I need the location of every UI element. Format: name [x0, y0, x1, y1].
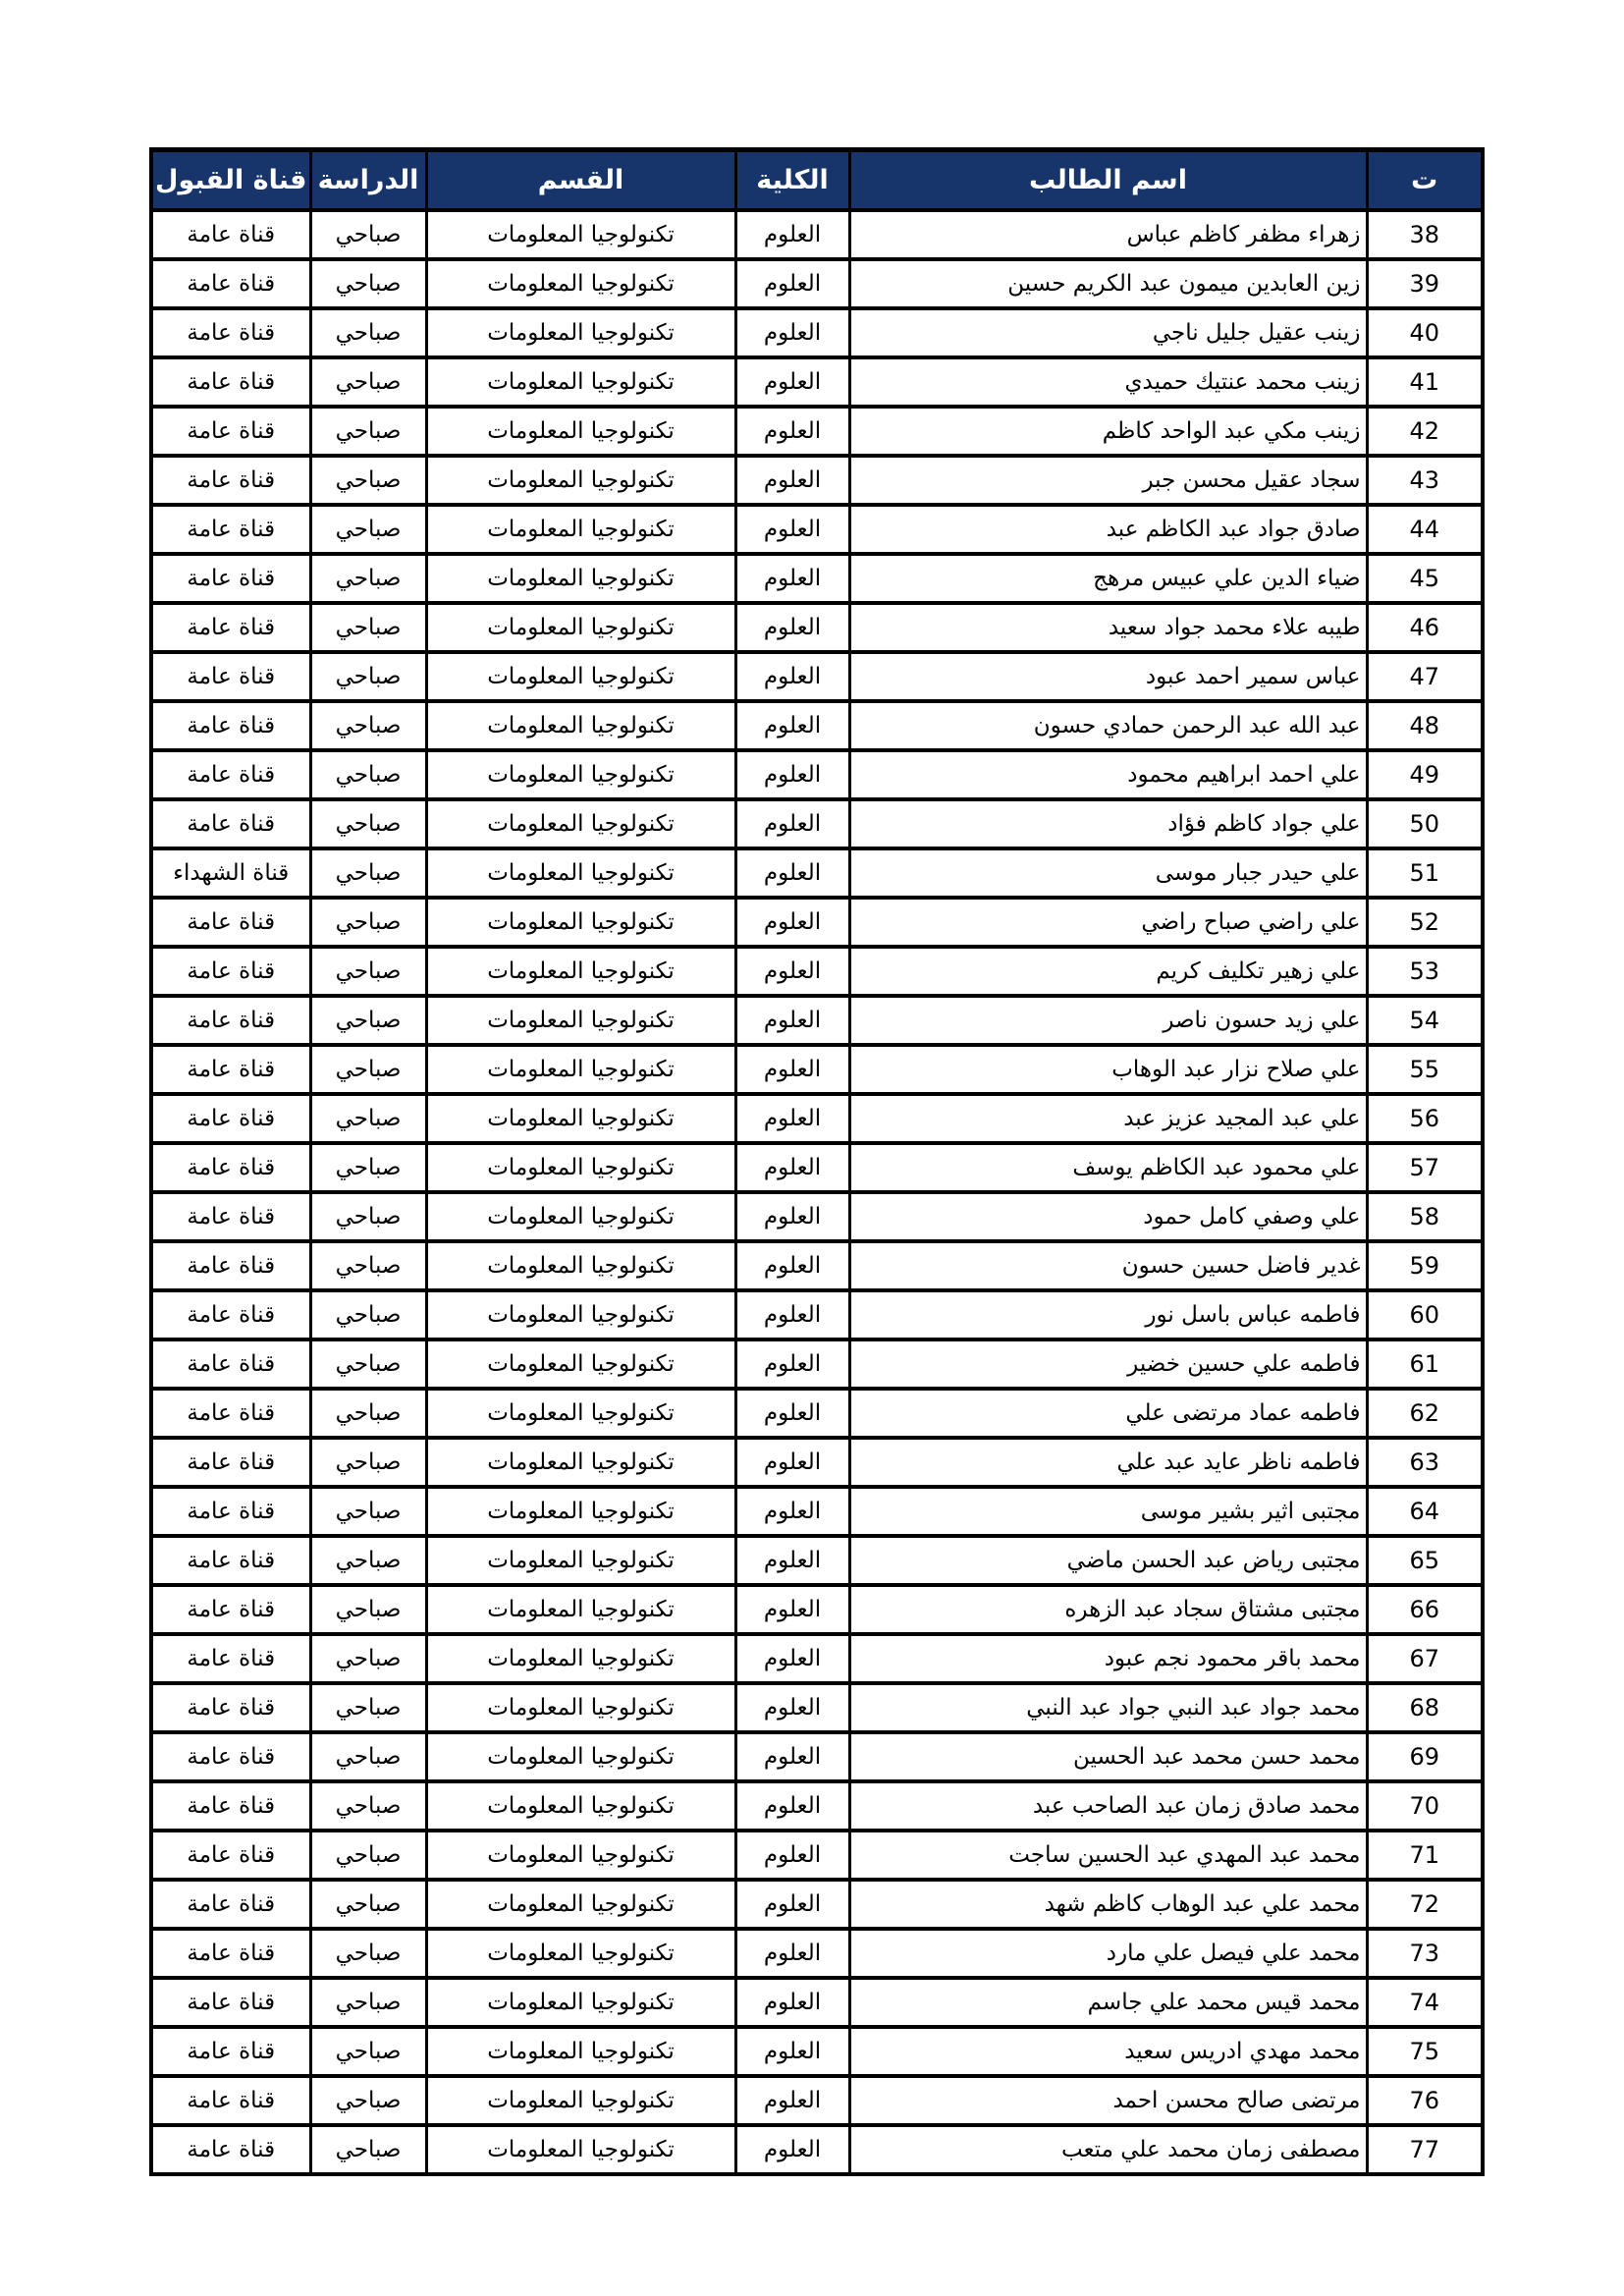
cell-name: سجاد عقيل محسن جبر: [849, 456, 1367, 505]
cell-college: العلوم: [735, 1143, 849, 1192]
cell-study: صباحي: [310, 1438, 426, 1487]
cell-channel: قناة عامة: [151, 1045, 310, 1094]
cell-name: مجتبى اثير بشير موسى: [849, 1487, 1367, 1536]
cell-name: علي راضي صباح راضي: [849, 898, 1367, 947]
cell-study: صباحي: [310, 1831, 426, 1880]
cell-dept: تكنولوجيا المعلومات: [426, 210, 735, 259]
cell-channel: قناة عامة: [151, 1880, 310, 1929]
cell-study: صباحي: [310, 554, 426, 603]
cell-channel: قناة عامة: [151, 407, 310, 456]
cell-study: صباحي: [310, 2125, 426, 2174]
cell-dept: تكنولوجيا المعلومات: [426, 799, 735, 848]
cell-study: صباحي: [310, 1634, 426, 1683]
cell-study: صباحي: [310, 2027, 426, 2076]
cell-channel: قناة عامة: [151, 1487, 310, 1536]
cell-name: علي عبد المجيد عزيز عبد: [849, 1094, 1367, 1143]
table-row: [151, 750, 1483, 799]
table-row: [151, 210, 1483, 259]
cell-college: العلوم: [735, 1094, 849, 1143]
cell-dept: تكنولوجيا المعلومات: [426, 898, 735, 947]
cell-no: 53: [1367, 947, 1483, 996]
cell-channel: قناة عامة: [151, 1634, 310, 1683]
cell-name: علي صلاح نزار عبد الوهاب: [849, 1045, 1367, 1094]
cell-no: 75: [1367, 2027, 1483, 2076]
cell-study: صباحي: [310, 210, 426, 259]
cell-study: صباحي: [310, 1536, 426, 1585]
cell-channel: قناة عامة: [151, 1831, 310, 1880]
table-row: [151, 1094, 1483, 1143]
cell-dept: تكنولوجيا المعلومات: [426, 2076, 735, 2125]
cell-dept: تكنولوجيا المعلومات: [426, 848, 735, 898]
cell-channel: قناة عامة: [151, 947, 310, 996]
cell-no: 72: [1367, 1880, 1483, 1929]
cell-name: محمد صادق زمان عبد الصاحب عبد: [849, 1781, 1367, 1831]
cell-dept: تكنولوجيا المعلومات: [426, 1143, 735, 1192]
cell-channel: قناة عامة: [151, 1339, 310, 1389]
cell-channel: قناة عامة: [151, 505, 310, 554]
cell-no: 71: [1367, 1831, 1483, 1880]
cell-study: صباحي: [310, 947, 426, 996]
cell-study: صباحي: [310, 1929, 426, 1978]
cell-study: صباحي: [310, 1339, 426, 1389]
cell-dept: تكنولوجيا المعلومات: [426, 1978, 735, 2027]
cell-no: 38: [1367, 210, 1483, 259]
cell-name: فاطمه ناظر عايد عبد علي: [849, 1438, 1367, 1487]
cell-dept: تكنولوجيا المعلومات: [426, 947, 735, 996]
table-row: [151, 2125, 1483, 2174]
cell-college: العلوم: [735, 1192, 849, 1241]
cell-dept: تكنولوجيا المعلومات: [426, 652, 735, 701]
cell-study: صباحي: [310, 1880, 426, 1929]
cell-no: 58: [1367, 1192, 1483, 1241]
table-row: [151, 603, 1483, 652]
cell-no: 44: [1367, 505, 1483, 554]
table-row: [151, 2076, 1483, 2125]
table-row: [151, 1585, 1483, 1634]
table-row: [151, 1634, 1483, 1683]
cell-no: 48: [1367, 701, 1483, 750]
cell-dept: تكنولوجيا المعلومات: [426, 308, 735, 357]
cell-name: طيبه علاء محمد جواد سعيد: [849, 603, 1367, 652]
cell-study: صباحي: [310, 357, 426, 407]
table-row: [151, 1732, 1483, 1781]
cell-channel: قناة عامة: [151, 308, 310, 357]
cell-dept: تكنولوجيا المعلومات: [426, 701, 735, 750]
cell-channel: قناة عامة: [151, 652, 310, 701]
cell-college: العلوم: [735, 456, 849, 505]
cell-college: العلوم: [735, 259, 849, 308]
cell-channel: قناة عامة: [151, 1143, 310, 1192]
cell-dept: تكنولوجيا المعلومات: [426, 1880, 735, 1929]
cell-dept: تكنولوجيا المعلومات: [426, 1781, 735, 1831]
cell-name: زين العابدين ميمون عبد الكريم حسين: [849, 259, 1367, 308]
cell-name: فاطمه علي حسين خضير: [849, 1339, 1367, 1389]
cell-college: العلوم: [735, 505, 849, 554]
cell-name: علي احمد ابراهيم محمود: [849, 750, 1367, 799]
cell-study: صباحي: [310, 1241, 426, 1290]
cell-channel: قناة عامة: [151, 1781, 310, 1831]
cell-no: 41: [1367, 357, 1483, 407]
cell-no: 76: [1367, 2076, 1483, 2125]
table-row: [151, 652, 1483, 701]
cell-college: العلوم: [735, 1978, 849, 2027]
table-row: [151, 848, 1483, 898]
cell-study: صباحي: [310, 603, 426, 652]
cell-name: محمد حسن محمد عبد الحسين: [849, 1732, 1367, 1781]
cell-channel: قناة عامة: [151, 1438, 310, 1487]
cell-dept: تكنولوجيا المعلومات: [426, 357, 735, 407]
table-row: [151, 2027, 1483, 2076]
cell-study: صباحي: [310, 1143, 426, 1192]
table-row: [151, 505, 1483, 554]
cell-study: صباحي: [310, 1290, 426, 1339]
cell-study: صباحي: [310, 1978, 426, 2027]
cell-no: 62: [1367, 1389, 1483, 1438]
cell-study: صباحي: [310, 259, 426, 308]
cell-college: العلوم: [735, 308, 849, 357]
cell-channel: قناة عامة: [151, 2125, 310, 2174]
cell-college: العلوم: [735, 1290, 849, 1339]
cell-no: 51: [1367, 848, 1483, 898]
cell-college: العلوم: [735, 357, 849, 407]
cell-dept: تكنولوجيا المعلومات: [426, 1241, 735, 1290]
col-header-name: اسم الطالب: [849, 150, 1367, 211]
cell-college: العلوم: [735, 898, 849, 947]
cell-college: العلوم: [735, 554, 849, 603]
cell-no: 52: [1367, 898, 1483, 947]
cell-dept: تكنولوجيا المعلومات: [426, 259, 735, 308]
cell-college: العلوم: [735, 1683, 849, 1732]
cell-channel: قناة عامة: [151, 1732, 310, 1781]
cell-channel: قناة عامة: [151, 456, 310, 505]
cell-no: 66: [1367, 1585, 1483, 1634]
cell-study: صباحي: [310, 1094, 426, 1143]
student-roster-table-container: [153, 147, 1485, 2176]
cell-college: العلوم: [735, 1241, 849, 1290]
table-row: [151, 1978, 1483, 2027]
table-row: [151, 1389, 1483, 1438]
cell-name: زينب عقيل جليل ناجي: [849, 308, 1367, 357]
cell-study: صباحي: [310, 898, 426, 947]
cell-name: علي محمود عبد الكاظم يوسف: [849, 1143, 1367, 1192]
cell-dept: تكنولوجيا المعلومات: [426, 1438, 735, 1487]
cell-no: 45: [1367, 554, 1483, 603]
cell-channel: قناة عامة: [151, 701, 310, 750]
cell-dept: تكنولوجيا المعلومات: [426, 407, 735, 456]
cell-dept: تكنولوجيا المعلومات: [426, 996, 735, 1045]
cell-dept: تكنولوجيا المعلومات: [426, 1831, 735, 1880]
cell-no: 57: [1367, 1143, 1483, 1192]
cell-study: صباحي: [310, 1045, 426, 1094]
cell-study: صباحي: [310, 1487, 426, 1536]
cell-study: صباحي: [310, 1192, 426, 1241]
table-row: [151, 554, 1483, 603]
cell-channel: قناة عامة: [151, 1094, 310, 1143]
cell-dept: تكنولوجيا المعلومات: [426, 1585, 735, 1634]
cell-name: مرتضى صالح محسن احمد: [849, 2076, 1367, 2125]
cell-study: صباحي: [310, 308, 426, 357]
cell-college: العلوم: [735, 1634, 849, 1683]
table-row: [151, 407, 1483, 456]
cell-college: العلوم: [735, 1389, 849, 1438]
cell-dept: تكنولوجيا المعلومات: [426, 1389, 735, 1438]
cell-college: العلوم: [735, 1929, 849, 1978]
cell-channel: قناة عامة: [151, 2027, 310, 2076]
cell-college: العلوم: [735, 848, 849, 898]
cell-name: محمد جواد عبد النبي جواد عبد النبي: [849, 1683, 1367, 1732]
cell-name: علي زهير تكليف كريم: [849, 947, 1367, 996]
cell-college: العلوم: [735, 1585, 849, 1634]
cell-study: صباحي: [310, 996, 426, 1045]
cell-name: ضياء الدين علي عبيس مرهج: [849, 554, 1367, 603]
table-row: [151, 1192, 1483, 1241]
cell-college: العلوم: [735, 603, 849, 652]
cell-no: 56: [1367, 1094, 1483, 1143]
cell-name: فاطمه عماد مرتضى علي: [849, 1389, 1367, 1438]
cell-channel: قناة عامة: [151, 996, 310, 1045]
cell-channel: قناة عامة: [151, 554, 310, 603]
col-header-study: الدراسة: [310, 150, 426, 211]
cell-name: زينب مكي عبد الواحد كاظم: [849, 407, 1367, 456]
cell-channel: قناة عامة: [151, 1978, 310, 2027]
cell-dept: تكنولوجيا المعلومات: [426, 1683, 735, 1732]
cell-college: العلوم: [735, 407, 849, 456]
cell-dept: تكنولوجيا المعلومات: [426, 1290, 735, 1339]
cell-study: صباحي: [310, 505, 426, 554]
table-row: [151, 1880, 1483, 1929]
cell-channel: قناة الشهداء: [151, 848, 310, 898]
cell-name: زهراء مظفر كاظم عباس: [849, 210, 1367, 259]
cell-study: صباحي: [310, 652, 426, 701]
cell-college: العلوم: [735, 996, 849, 1045]
cell-college: العلوم: [735, 210, 849, 259]
cell-dept: تكنولوجيا المعلومات: [426, 1094, 735, 1143]
table-row: [151, 1438, 1483, 1487]
cell-channel: قناة عامة: [151, 1241, 310, 1290]
cell-dept: تكنولوجيا المعلومات: [426, 456, 735, 505]
cell-no: 47: [1367, 652, 1483, 701]
cell-no: 40: [1367, 308, 1483, 357]
cell-no: 61: [1367, 1339, 1483, 1389]
table-row: [151, 947, 1483, 996]
cell-college: العلوم: [735, 1732, 849, 1781]
cell-dept: تكنولوجيا المعلومات: [426, 2027, 735, 2076]
cell-dept: تكنولوجيا المعلومات: [426, 1732, 735, 1781]
cell-college: العلوم: [735, 2076, 849, 2125]
cell-channel: قناة عامة: [151, 750, 310, 799]
cell-no: 42: [1367, 407, 1483, 456]
cell-college: العلوم: [735, 1781, 849, 1831]
cell-college: العلوم: [735, 750, 849, 799]
cell-channel: قناة عامة: [151, 1290, 310, 1339]
table-header-row: [151, 150, 1483, 211]
table-row: [151, 1929, 1483, 1978]
cell-no: 39: [1367, 259, 1483, 308]
cell-dept: تكنولوجيا المعلومات: [426, 2125, 735, 2174]
cell-study: صباحي: [310, 1389, 426, 1438]
cell-channel: قناة عامة: [151, 1585, 310, 1634]
cell-name: محمد علي فيصل علي مارد: [849, 1929, 1367, 1978]
table-row: [151, 357, 1483, 407]
table-row: [151, 259, 1483, 308]
cell-no: 46: [1367, 603, 1483, 652]
cell-study: صباحي: [310, 456, 426, 505]
cell-no: 73: [1367, 1929, 1483, 1978]
cell-study: صباحي: [310, 1585, 426, 1634]
cell-name: محمد عبد المهدي عبد الحسين ساجت: [849, 1831, 1367, 1880]
cell-name: مجتبى مشتاق سجاد عبد الزهره: [849, 1585, 1367, 1634]
table-row: [151, 1831, 1483, 1880]
cell-college: العلوم: [735, 2027, 849, 2076]
cell-no: 67: [1367, 1634, 1483, 1683]
cell-dept: تكنولوجيا المعلومات: [426, 505, 735, 554]
cell-study: صباحي: [310, 1683, 426, 1732]
cell-channel: قناة عامة: [151, 1683, 310, 1732]
cell-no: 54: [1367, 996, 1483, 1045]
table-row: [151, 1241, 1483, 1290]
cell-no: 74: [1367, 1978, 1483, 2027]
cell-name: صادق جواد عبد الكاظم عبد: [849, 505, 1367, 554]
cell-no: 59: [1367, 1241, 1483, 1290]
cell-no: 55: [1367, 1045, 1483, 1094]
cell-channel: قناة عامة: [151, 1929, 310, 1978]
cell-study: صباحي: [310, 750, 426, 799]
cell-name: فاطمه عباس باسل نور: [849, 1290, 1367, 1339]
cell-college: العلوم: [735, 1438, 849, 1487]
table-row: [151, 308, 1483, 357]
cell-dept: تكنولوجيا المعلومات: [426, 1634, 735, 1683]
cell-dept: تكنولوجيا المعلومات: [426, 1045, 735, 1094]
cell-study: صباحي: [310, 1732, 426, 1781]
cell-study: صباحي: [310, 799, 426, 848]
cell-name: محمد مهدي ادريس سعيد: [849, 2027, 1367, 2076]
cell-study: صباحي: [310, 407, 426, 456]
cell-dept: تكنولوجيا المعلومات: [426, 1192, 735, 1241]
col-header-college: الكلية: [735, 150, 849, 211]
cell-no: 60: [1367, 1290, 1483, 1339]
cell-no: 64: [1367, 1487, 1483, 1536]
cell-dept: تكنولوجيا المعلومات: [426, 1536, 735, 1585]
cell-channel: قناة عامة: [151, 1389, 310, 1438]
cell-study: صباحي: [310, 2076, 426, 2125]
cell-channel: قناة عامة: [151, 1192, 310, 1241]
cell-dept: تكنولوجيا المعلومات: [426, 750, 735, 799]
col-header-channel: قناة القبول: [151, 150, 310, 211]
table-row: [151, 1781, 1483, 1831]
cell-college: العلوم: [735, 1831, 849, 1880]
table-body: [151, 210, 1483, 2174]
student-roster-table: [149, 147, 1485, 2176]
cell-no: 50: [1367, 799, 1483, 848]
cell-dept: تكنولوجيا المعلومات: [426, 1929, 735, 1978]
table-row: [151, 1045, 1483, 1094]
cell-college: العلوم: [735, 947, 849, 996]
table-row: [151, 1339, 1483, 1389]
cell-channel: قناة عامة: [151, 1536, 310, 1585]
cell-name: محمد باقر محمود نجم عبود: [849, 1634, 1367, 1683]
cell-college: العلوم: [735, 2125, 849, 2174]
table-row: [151, 1290, 1483, 1339]
cell-no: 70: [1367, 1781, 1483, 1831]
col-header-no: ت: [1367, 150, 1483, 211]
cell-dept: تكنولوجيا المعلومات: [426, 603, 735, 652]
cell-college: العلوم: [735, 701, 849, 750]
cell-name: علي وصفي كامل حمود: [849, 1192, 1367, 1241]
cell-channel: قناة عامة: [151, 2076, 310, 2125]
cell-no: 77: [1367, 2125, 1483, 2174]
cell-no: 43: [1367, 456, 1483, 505]
table-row: [151, 1143, 1483, 1192]
cell-college: العلوم: [735, 652, 849, 701]
col-header-dept: القسم: [426, 150, 735, 211]
cell-no: 68: [1367, 1683, 1483, 1732]
cell-name: عباس سمير احمد عبود: [849, 652, 1367, 701]
table-row: [151, 996, 1483, 1045]
cell-name: محمد علي عبد الوهاب كاظم شهد: [849, 1880, 1367, 1929]
cell-study: صباحي: [310, 848, 426, 898]
cell-channel: قناة عامة: [151, 259, 310, 308]
cell-study: صباحي: [310, 1781, 426, 1831]
cell-dept: تكنولوجيا المعلومات: [426, 554, 735, 603]
cell-college: العلوم: [735, 1045, 849, 1094]
cell-dept: تكنولوجيا المعلومات: [426, 1339, 735, 1389]
cell-no: 49: [1367, 750, 1483, 799]
cell-study: صباحي: [310, 701, 426, 750]
table-row: [151, 1487, 1483, 1536]
cell-name: علي حيدر جبار موسى: [849, 848, 1367, 898]
cell-name: مصطفى زمان محمد علي متعب: [849, 2125, 1367, 2174]
cell-no: 63: [1367, 1438, 1483, 1487]
cell-channel: قناة عامة: [151, 898, 310, 947]
cell-name: عبد الله عبد الرحمن حمادي حسون: [849, 701, 1367, 750]
cell-name: علي جواد كاظم فؤاد: [849, 799, 1367, 848]
table-row: [151, 1683, 1483, 1732]
cell-college: العلوم: [735, 1487, 849, 1536]
table-row: [151, 799, 1483, 848]
cell-college: العلوم: [735, 1339, 849, 1389]
cell-channel: قناة عامة: [151, 210, 310, 259]
table-row: [151, 898, 1483, 947]
cell-college: العلوم: [735, 1880, 849, 1929]
cell-no: 65: [1367, 1536, 1483, 1585]
cell-college: العلوم: [735, 1536, 849, 1585]
table-row: [151, 456, 1483, 505]
cell-name: زينب محمد عنتيك حميدي: [849, 357, 1367, 407]
cell-name: غدير فاضل حسين حسون: [849, 1241, 1367, 1290]
cell-no: 69: [1367, 1732, 1483, 1781]
cell-college: العلوم: [735, 799, 849, 848]
cell-channel: قناة عامة: [151, 603, 310, 652]
cell-channel: قناة عامة: [151, 357, 310, 407]
cell-name: علي زيد حسون ناصر: [849, 996, 1367, 1045]
table-row: [151, 701, 1483, 750]
cell-name: مجتبى رياض عبد الحسن ماضي: [849, 1536, 1367, 1585]
cell-channel: قناة عامة: [151, 799, 310, 848]
table-row: [151, 1536, 1483, 1585]
cell-name: محمد قيس محمد علي جاسم: [849, 1978, 1367, 2027]
cell-dept: تكنولوجيا المعلومات: [426, 1487, 735, 1536]
